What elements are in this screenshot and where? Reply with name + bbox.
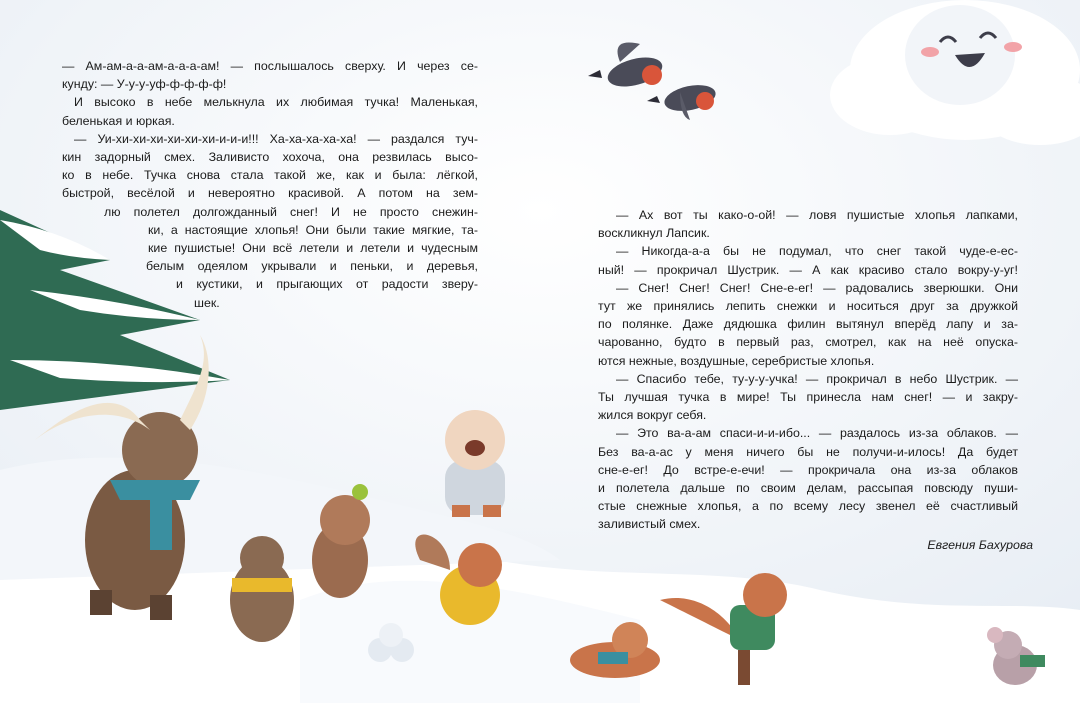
text-line: кие пушистые! Они всё летели и летели и чудесным <box>148 241 478 256</box>
author-signature: Евгения Бахурова <box>927 538 1033 552</box>
text-line: ки, а настоящие хлопья! Они были такие мягкие, та- <box>148 222 478 237</box>
text-line: — Уи-хи-хи-хи-хи-хи-хи-и-и-и!!! Ха-ха-ха-ха-ха! — раздался туч- <box>74 131 478 146</box>
text-line: — Спасибо тебе, ту-у-у-учка! — прокричал в небо Шустрик. — <box>616 371 1018 386</box>
right-page-text <box>598 206 1018 534</box>
text-line: шек. <box>194 295 220 310</box>
text-line: — Снег! Снег! Снег! Сне-е-ег! — радовались зверюшки. Они <box>616 280 1018 295</box>
text-line: сне-е-ег! До встре-е-ечи! — прокричала она из-за облаков <box>598 462 1018 477</box>
text-line: ко в небе. Тучка снова стала такой же, как и была: лёгкой, <box>62 168 478 183</box>
text-line: кунду: — У-у-у-уф-ф-ф-ф-ф! <box>62 77 227 92</box>
text-line: — Никогда-а-а бы не подумал, что снег такой чуде-е-ес- <box>616 244 1018 259</box>
text-line: — Ах вот ты како-о-ой! — ловя пушистые хлопья лапками, <box>616 208 1018 222</box>
text-line: лю полетел долгожданный снег! И не просто снежин- <box>104 204 478 219</box>
text-line: Ты лучшая тучка в мире! Ты принесла нам снег! — и закру- <box>598 390 1018 405</box>
text-line: стые снежные хлопья, а по всему лесу звенел её счастливый <box>598 499 1018 514</box>
raccoon-character <box>445 410 505 517</box>
text-line: и кустики, и прыгающих от радости зверу- <box>176 277 478 292</box>
text-line: Без ва-а-ас у меня ничего бы не получи-и-илось! Да будет <box>598 444 1018 459</box>
text-line: жился вокруг себя. <box>598 408 707 423</box>
text-line: — Это ва-а-ам спаси-и-и-ибо... — раздалось из-за облаков. — <box>616 426 1018 441</box>
text-line: воскликнул Лапсик. <box>598 226 710 241</box>
text-line: — Ам-ам-а-а-ам-а-а-а-ам! — послышалось сверху. И через се- <box>62 59 478 73</box>
text-line: ный! — прокричал Шустрик. — А как красиво стало вокру-у-уг! <box>598 262 1018 277</box>
text-line: кин задорный смех. Заливисто хохоча, она резвилась высо- <box>62 150 478 165</box>
text-line: заливистый смех. <box>598 517 701 532</box>
text-line: чарованно, будто в первый раз, смотрел, как на неё опуска- <box>598 335 1018 350</box>
left-page-text <box>62 57 478 312</box>
text-line: ются нежные, воздушные, серебристые хлопья. <box>598 353 875 368</box>
text-line: белым одеялом укрывали и пеньки, и деревья, <box>146 259 478 274</box>
text-line: и полетела дальше по своим делам, рассыпая повсюду пуши- <box>598 481 1018 496</box>
text-line: по полянке. Даже дядюшка филин вытянул вперёд лапу и за- <box>598 317 1018 332</box>
text-line: тут же принялись лепить снежки и носиться друг за дружкой <box>598 299 1018 314</box>
text-line: быстрой, весёлой и невероятно красивой. А потом на зем- <box>62 186 478 201</box>
text-line: И высоко в небе мелькнула их любимая тучка! Маленькая, <box>74 95 478 110</box>
text-line: беленькая и юркая. <box>62 113 175 128</box>
